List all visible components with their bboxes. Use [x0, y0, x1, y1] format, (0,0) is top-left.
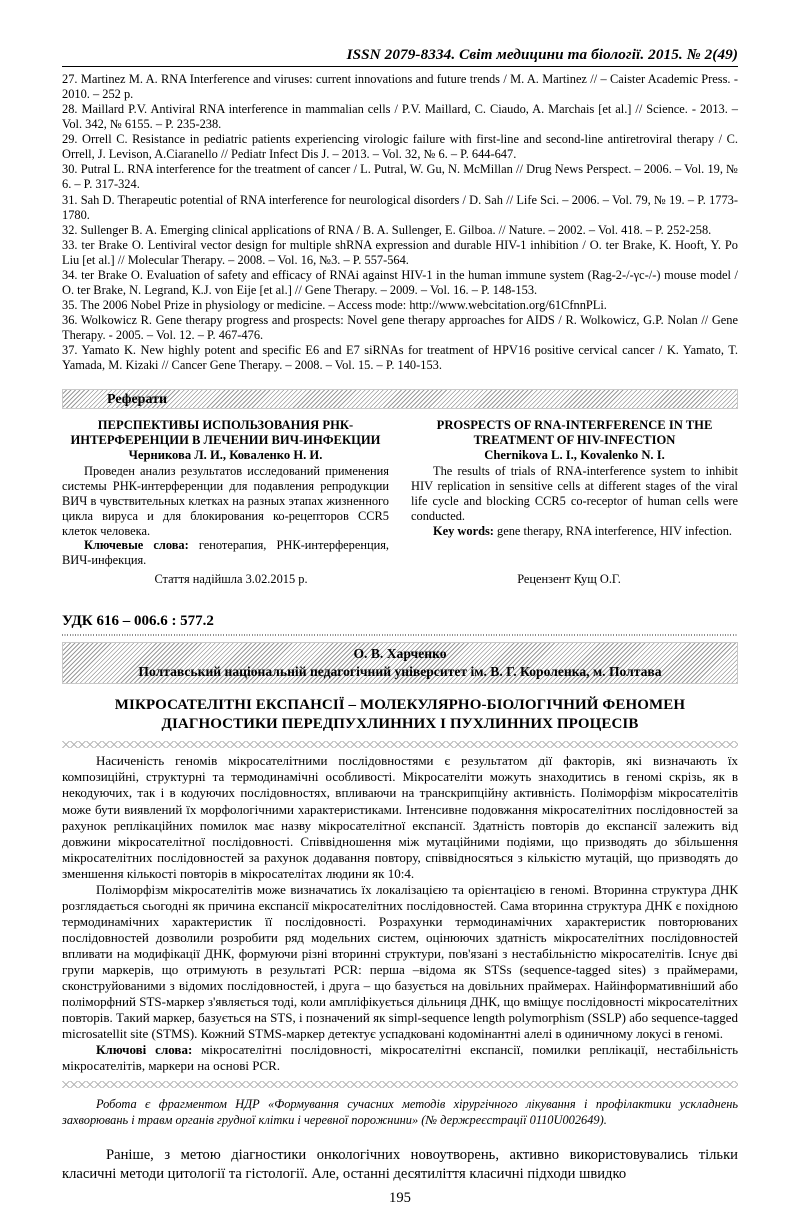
- article-keywords-text: мікросателітні послідовності, мікросателітні експансії, помилки реплікації, нестабільність мікросателітів, маркери на основі PCR.: [62, 1042, 739, 1074]
- abstracts-columns: [62, 418, 738, 568]
- article-affiliation: Полтавський національній педагогічний університет ім. В. Г. Короленка, м. Полтава: [138, 663, 662, 679]
- udc-code: УДК 616 – 006.6 : 577.2: [62, 613, 214, 630]
- reference-item: 35. The 2006 Nobel Prize in physiology or medicine. – Access mode: http://www.webcitation.org/61CfnnPLi.: [62, 297, 607, 312]
- article-author: О. В. Харченко: [353, 646, 447, 662]
- abstracts-section-label: Реферати: [107, 392, 168, 408]
- abstract-en-body: The results of trials of RNA-interference system to inhibit HIV replication in sensitive cells at different stages of the viral life cycle and blocking CCR5 co-receptor of human cells were conducted.: [411, 464, 738, 523]
- article-keywords: [62, 1042, 738, 1074]
- zigzag-divider-bottom: [62, 1081, 738, 1088]
- abstract-en-authors: Chernikova L. I., Kovalenko N. I.: [484, 447, 665, 462]
- abstract-ru-keywords-label: Ключевые слова:: [84, 538, 189, 553]
- article-intro-continuation: Раніше, з метою діагностики онкологічних новоутворень, активно використовувались тільки класичні методи цитології та гістології. Але, останні десятиліття класичні підходи швидко: [62, 1146, 738, 1182]
- article-body: [62, 753, 738, 1074]
- abstract-en-keywords-label: Key words:: [433, 523, 494, 538]
- abstracts-section-banner: [62, 389, 738, 409]
- dotted-divider: [62, 634, 738, 636]
- reference-item: 31. Sah D. Therapeutic potential of RNA interference for neurological disorders / D. Sah // Life Sci. – 2006. – Vol. 79, № 19. – P. 1773-1780.: [62, 192, 738, 222]
- abstract-russian: [62, 418, 389, 568]
- running-head: ISSN 2079-8334. Світ медицини та біології. 2015. № 2(49): [346, 46, 738, 63]
- abstract-english: [411, 418, 738, 568]
- abstract-ru-keywords: [62, 538, 389, 568]
- article-title-line-2: ДІАГНОСТИКИ ПЕРЕДПУХЛИННИХ І ПУХЛИННИХ ПРОЦЕСІВ: [161, 716, 639, 733]
- abstract-ru-authors: Черникова Л. И., Коваленко Н. И.: [128, 447, 323, 462]
- reference-item: 37. Yamato K. New highly potent and specific E6 and E7 siRNAs for treatment of HPV16 positive cervical cancer / K. Yamato, T. Yamada, M. Kizaki // Cancer Gene Therapy. – 2008. – Vol. 15. – P. 140-153.: [62, 343, 738, 373]
- page-number: 195: [389, 1189, 411, 1206]
- submission-date: Стаття надійшла 3.02.2015 р.: [154, 572, 308, 587]
- article-keywords-label: Ключові слова:: [96, 1042, 193, 1058]
- reference-item: 32. Sullenger B. A. Emerging clinical applications of RNA / B. A. Sullenger, E. Gilboa. // Nature. – 2002. – Vol. 418. – P. 252-258.: [62, 222, 712, 237]
- abstract-en-title: PROSPECTS OF RNA-INTERFERENCE IN THE TREATMENT OF HIV-INFECTION: [436, 418, 713, 448]
- article-title-line-1: МІКРОСАТЕЛІТНІ ЕКСПАНСІЇ – МОЛЕКУЛЯРНО-БІОЛОГІЧНИЙ ФЕНОМЕН: [114, 696, 686, 713]
- reference-item: 33. ter Brake O. Lentiviral vector design for multiple shRNA expression and durable HIV-1 inhibition / O. ter Brake, K. Hooft, Y. Po Liu [et al.] // Molecular Therapy. – 2008. – Vol. 16, №3. – P. 557-564.: [62, 237, 738, 267]
- abstract-ru-body: Проведен анализ результатов исследований применения системы РНК-интерференции для подавления репродукции ВИЧ в чувствительных клетках на разных этапах жизненного цикла вируса и для блокирования ко-рецепторов CCR5 клеток человека.: [62, 464, 389, 538]
- reference-item: 28. Maillard P.V. Antiviral RNA interference in mammalian cells / P.V. Maillard, C. Ciaudo, A. Marchais [et al.] // Science. - 2013. – Vol. 342, № 6155. – P. 235-238.: [62, 102, 738, 132]
- funding-footnote: Робота є фрагментом НДР «Формування сучасних методів хірургічного лікування і профілактики ускладнень захворювань і травм органів грудної клітки і черевної порожнини» (№ держреєстрації 0110U002649).: [62, 1097, 738, 1127]
- body-paragraph: Насиченість геномів мікросателітними послідовностями є результатом дії факторів, які визначають їх композиційні, структурні та термодинамічні особливості. Мікросателіти можуть знаходитись в геномі скрізь, як в некодуючих, так і в кодуючих послідовностях, впливаючи на транскрипційну активність. Поліморфізм мікросателітів може бути виявлений їх морфологічними характеристиками. Інтенсивне подовжання мікросателітних послідовностей за рахунок реплікаційних помилок має назву мікросателітної експансії. Здатність повторів до експансії залежить від довжини мікросателітної послідовності. Співвідношення між мутаційними подіями, що призводять до збільшення мікросателітних послідовностей за рахунок додавання повтору, співвідносяться з кількістю мутацій, що призводять до зменшення кількості повторів в мікросателітах людини як 10:4.: [62, 753, 738, 881]
- header-rule: [62, 66, 738, 67]
- reference-item: 27. Martinez M. A. RNA Interference and viruses: current innovations and future trends / M. A. Martinez // – Caister Academic Press. - 2010. – 252 p.: [62, 72, 738, 102]
- reference-item: 34. ter Brake O. Evaluation of safety and efficacy of RNAi against HIV-1 in the human immune system (Rag-2-/-γc-/-) mouse model / O. ter Brake, N. Legrand, K.J. von Eije [et al.] // Gene Therapy. – 2009. – Vol. 16. – P. 148-153.: [62, 267, 738, 297]
- abstract-ru-title: ПЕРСПЕКТИВЫ ИСПОЛЬЗОВАНИЯ РНК-ИНТЕРФЕРЕНЦИИ В ЛЕЧЕНИИ ВИЧ-ИНФЕКЦИИ: [70, 418, 381, 448]
- body-paragraph: Поліморфізм мікросателітів може визначатись їх локалізацією та орієнтацією в геномі. Вторинна структура ДНК розглядається сьогодні як причина експансії мікросателітних послідовностей. Сама вторинна структура ДНК є похідною термодинамічних характеристик її послідовності. Розрахунки термодинамічних характеристик повторюваних послідовностей дозволили розробити ряд модельних систем, оцінюючих здатність мікросателітних послідовностей впливати на модифікації ДНК, формуючи різні вторинні структури, пов'язані з нестабільністю мікросателітів. Існує дві групи маркерів, що отримують в результаті PCR: перша –відома як STSs (sequence-tagged sites) з праймерами, сконструйованими з відомих послідовностей, і друга – що базується на довільних праймерах. Найінформативніший або поліморфний STS-маркер з'являється тоді, коли ампліфікується дільниця ДНК, що вміщує послідовності мікросателітних повторів. Такий маркер, базується на STS, і позначений як simpl-sequence length polymorphism (SSLP) або sequence-tagged microsatellit site (STMS). Кожний STMS-маркер детектує успадковані кодомінантні алелі в одиничному локусі в геномі.: [62, 881, 738, 1042]
- abstract-en-keywords: [411, 524, 738, 539]
- reference-item: 29. Orrell C. Resistance in pediatric patients experiencing virologic failure with first-line and second-line antiretroviral therapy / C. Orrell, J. Levison, A.Ciaranello // Pediatr Infect Dis J. – 2013. – Vol. 32, № 6. – P. 644-647.: [62, 132, 738, 162]
- references-list: [62, 72, 738, 373]
- article-author-banner: [62, 642, 738, 684]
- abstract-ru-keywords-text: генотерапия, РНК-интерференция, ВИЧ-инфекция.: [62, 538, 390, 568]
- abstract-footer-row: [62, 572, 738, 587]
- reviewer-name: Рецензент Кущ О.Г.: [517, 572, 621, 587]
- reference-item: 36. Wolkowicz R. Gene therapy progress and prospects: Novel gene therapy approaches for AIDS / R. Wolkowicz, G.P. Nolan // Gene Therapy. - 2005. – Vol. 12. – P. 467-476.: [62, 313, 738, 343]
- reference-item: 30. Putral L. RNA interference for the treatment of cancer / L. Putral, W. Gu, N. McMillan // Drug News Perspect. – 2006. – Vol. 19, № 6. – P. 317-324.: [62, 162, 738, 192]
- zigzag-divider-top: [62, 741, 738, 748]
- abstract-en-keywords-text: gene therapy, RNA interference, HIV infection.: [493, 523, 733, 538]
- article-title: [62, 696, 738, 734]
